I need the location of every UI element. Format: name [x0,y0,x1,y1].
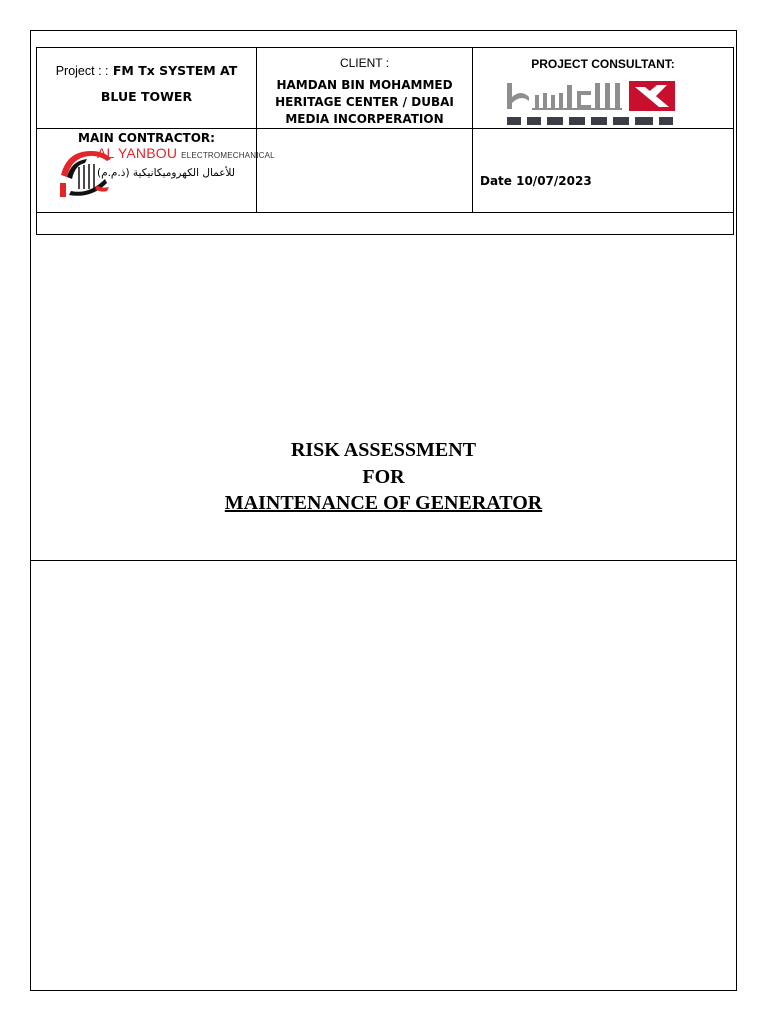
title-line-3: MAINTENANCE OF GENERATOR [224,492,543,514]
client-line-3: MEDIA INCORPERATION [285,112,444,126]
document-date: Date 10/07/2023 [480,174,592,188]
alhashemi-logo [507,77,733,125]
title-line-2: FOR [362,465,405,488]
client-line-2: HERITAGE CENTER / DUBAI [275,95,454,109]
project-cell [37,48,257,129]
consultant-title: PROJECT CONSULTANT: [531,57,675,71]
client-cell [257,48,473,129]
consultant-cell [473,48,734,129]
section-divider [30,560,737,561]
main-contractor-title: MAIN CONTRACTOR: [78,131,215,145]
contractor-cell [37,129,275,213]
client-title: CLIENT : [339,56,390,70]
client-name [257,77,472,128]
project-line-1: FM Tx SYSTEM AT [112,63,238,78]
project-info [37,48,256,110]
document-title [30,437,737,517]
date-cell [473,129,734,213]
title-line-1: RISK ASSESSMENT [290,439,477,461]
project-line-2: BLUE TOWER [100,89,193,104]
client-line-1: HAMDAN BIN MOHAMMED [276,78,453,92]
header-table [36,47,734,235]
empty-row [37,213,734,235]
contractor-arabic-name: للأعمال الكهروميكانيكية (ذ.م.م) [97,167,235,179]
contractor-subtitle: ELECTROMECHANICAL [181,151,275,160]
project-label: Project : : [55,64,109,78]
alhashemi-logo-mark [507,77,707,125]
contractor-name [97,145,275,161]
empty-cell [257,129,473,213]
al-yanbou-logo [37,145,275,205]
contractor-name-text: AL YANBOU [97,145,178,161]
